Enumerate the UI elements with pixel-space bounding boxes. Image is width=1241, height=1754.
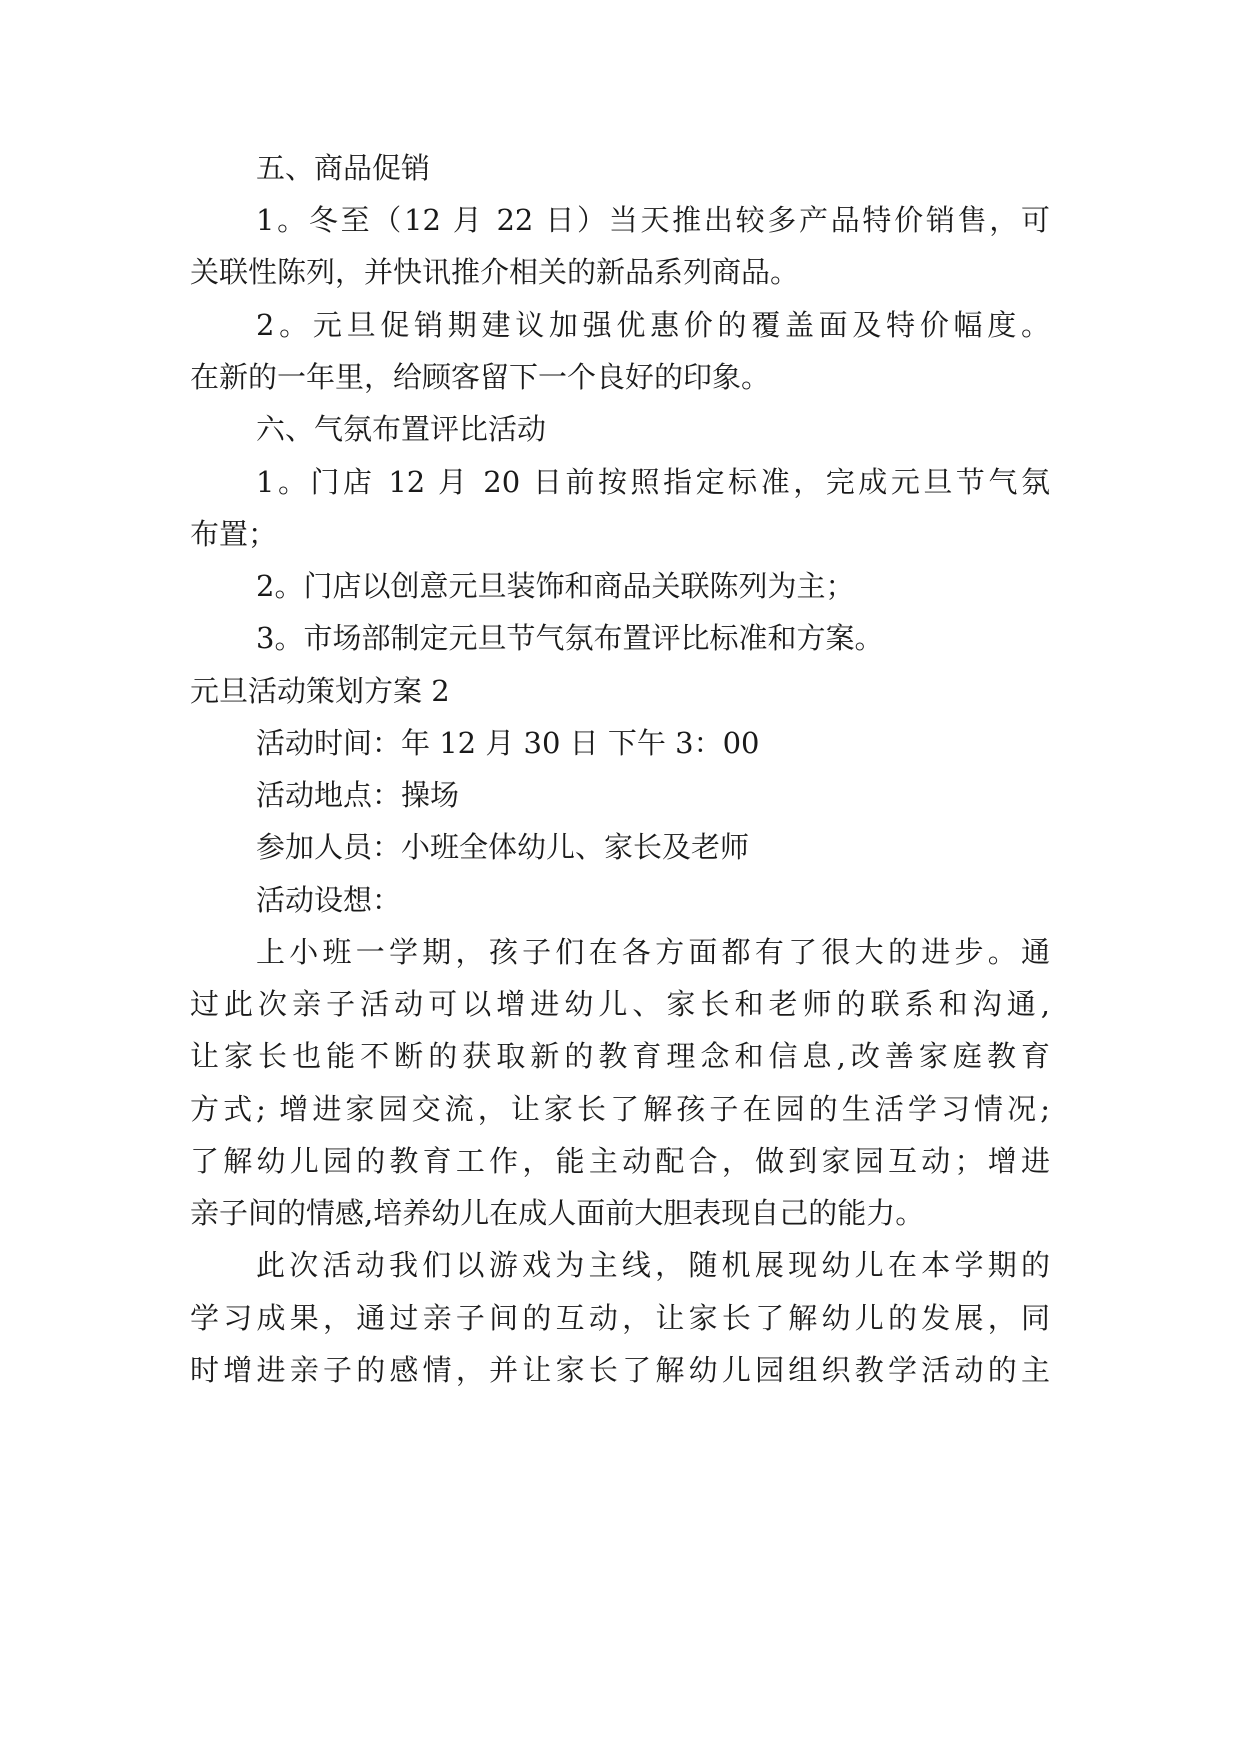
activity-location: 活动地点：操场 [256,778,460,812]
paragraph-line: 关联性陈列，并快讯推介相关的新品系列商品。 [190,255,800,289]
section-heading-decoration: 六、气氛布置评比活动 [256,412,547,446]
section-heading-promotion: 五、商品促销 [256,151,431,185]
activity-idea-heading: 活动设想： [256,883,402,917]
paragraph-line: 让家长也能不断的获取新的教育理念和信息,改善家庭教育 [190,1039,1050,1073]
paragraph-line: 2。元旦促销期建议加强优惠价的覆盖面及特价幅度。 [256,308,1050,342]
paragraph-line: 亲子间的情感,培养幼儿在成人面前大胆表现自己的能力。 [190,1196,925,1230]
paragraph-line: 上小班一学期，孩子们在各方面都有了很大的进步。通 [256,935,1050,969]
paragraph-line: 1。冬至（12 月 22 日）当天推出较多产品特价销售，可 [256,203,1050,237]
participants: 参加人员：小班全体幼儿、家长及老师 [256,830,750,864]
paragraph-line: 布置； [190,517,278,551]
paragraph-line: 方式; 增进家园交流，让家长了解孩子在园的生活学习情况; [190,1092,1050,1126]
paragraph-line: 了解幼儿园的教育工作，能主动配合，做到家园互动；增进 [190,1144,1050,1178]
paragraph-line: 时增进亲子的感情，并让家长了解幼儿园组织教学活动的主 [190,1353,1050,1387]
paragraph-line: 3。市场部制定元旦节气氛布置评比标准和方案。 [256,621,884,655]
activity-time: 活动时间：年 12 月 30 日 下午 3：00 [256,726,760,760]
paragraph-line: 1。门店 12 月 20 日前按照指定标准，完成元旦节气氛 [256,465,1050,499]
paragraph-line: 此次活动我们以游戏为主线，随机展现幼儿在本学期的 [256,1248,1050,1282]
paragraph-line: 过此次亲子活动可以增进幼儿、家长和老师的联系和沟通, [190,987,1050,1021]
paragraph-line: 学习成果，通过亲子间的互动，让家长了解幼儿的发展，同 [190,1301,1050,1335]
paragraph-line: 2。门店以创意元旦装饰和商品关联陈列为主； [256,569,855,603]
paragraph-line: 在新的一年里，给顾客留下一个良好的印象。 [190,360,771,394]
plan-title: 元旦活动策划方案 2 [190,674,450,708]
